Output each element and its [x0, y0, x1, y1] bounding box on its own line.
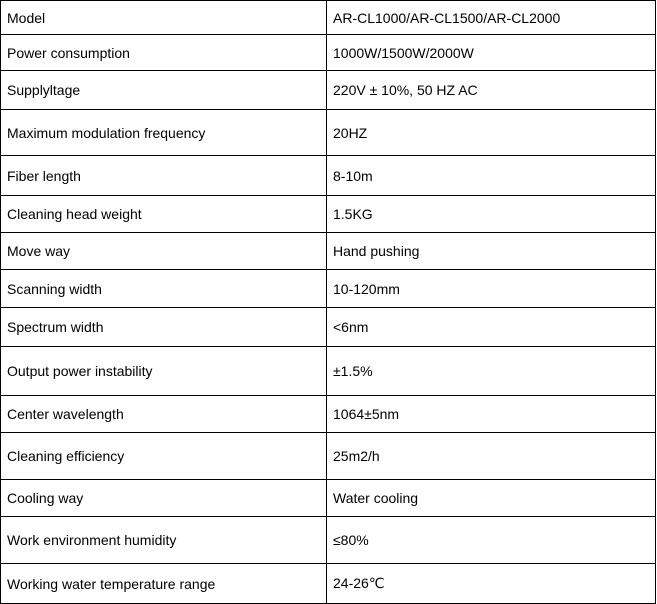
- spec-value: 1000W/1500W/2000W: [327, 35, 656, 71]
- table-row: [1, 347, 656, 396]
- spec-value: ≤80%: [327, 517, 656, 564]
- spec-label: Output power instability: [1, 347, 327, 396]
- spec-label: Work environment humidity: [1, 517, 327, 564]
- spec-label: Power consumption: [1, 35, 327, 71]
- spec-label: Cooling way: [1, 480, 327, 517]
- spec-label: Center wavelength: [1, 396, 327, 433]
- table-row: [1, 396, 656, 433]
- spec-value: 220V ± 10%, 50 HZ AC: [327, 71, 656, 110]
- spec-label: Maximum modulation frequency: [1, 110, 327, 156]
- table-row: [1, 71, 656, 110]
- table-row: [1, 156, 656, 196]
- table-row: [1, 564, 656, 604]
- spec-value: 20HZ: [327, 110, 656, 156]
- spec-label: Fiber length: [1, 156, 327, 196]
- spec-value: Water cooling: [327, 480, 656, 517]
- spec-value: 1064±5nm: [327, 396, 656, 433]
- table-row: [1, 35, 656, 71]
- spec-label: Cleaning efficiency: [1, 433, 327, 480]
- spec-value: AR-CL1000/AR-CL1500/AR-CL2000: [327, 1, 656, 35]
- spec-label: Scanning width: [1, 270, 327, 308]
- spec-value: 24-26℃: [327, 564, 656, 604]
- spec-value: 1.5KG: [327, 196, 656, 233]
- spec-label: Cleaning head weight: [1, 196, 327, 233]
- table-row: [1, 270, 656, 308]
- table-row: [1, 1, 656, 35]
- spec-value: ±1.5%: [327, 347, 656, 396]
- spec-label: Supplyltage: [1, 71, 327, 110]
- table-row: [1, 110, 656, 156]
- table-row: [1, 233, 656, 270]
- table-row: [1, 308, 656, 347]
- spec-value: 10-120mm: [327, 270, 656, 308]
- spec-label: Move way: [1, 233, 327, 270]
- table-row: [1, 196, 656, 233]
- table-row: [1, 433, 656, 480]
- spec-label: Working water temperature range: [1, 564, 327, 604]
- table-row: [1, 480, 656, 517]
- spec-value: 25m2/h: [327, 433, 656, 480]
- spec-value: 8-10m: [327, 156, 656, 196]
- spec-value: Hand pushing: [327, 233, 656, 270]
- spec-label: Spectrum width: [1, 308, 327, 347]
- spec-value: <6nm: [327, 308, 656, 347]
- spec-label: Model: [1, 1, 327, 35]
- table-row: [1, 517, 656, 564]
